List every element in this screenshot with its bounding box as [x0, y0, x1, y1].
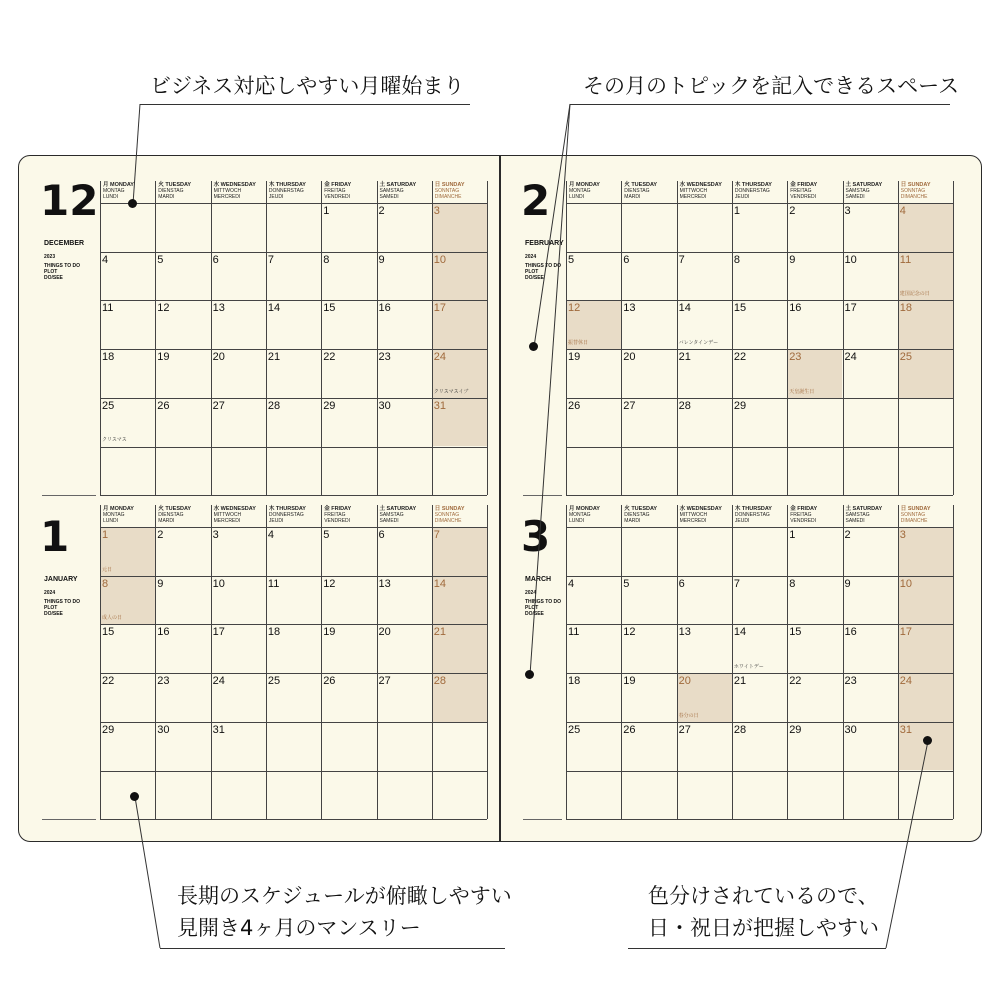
callout-color-coded-2: 日・祝日が把握しやすい — [648, 916, 879, 940]
weekday-header-saturday: 土 SATURDAY SAMSTAG SAMEDI — [845, 506, 883, 524]
day-number: 30 — [844, 723, 857, 736]
day-number: 17 — [844, 302, 857, 315]
day-number: 6 — [378, 529, 385, 541]
day-number: 25 — [568, 723, 581, 736]
day-note: ホワイトデー — [733, 664, 764, 671]
day-number: 20 — [378, 626, 391, 639]
day-number: 25 — [899, 351, 913, 364]
day-number: 17 — [212, 626, 225, 639]
weekday-header-monday: 月 MONDAY MONTAG LUNDI — [103, 182, 134, 200]
day-number: 25 — [267, 675, 281, 688]
day-number: 6 — [623, 253, 630, 266]
callout-overview-1: 長期のスケジュールが俯瞰しやすい — [177, 884, 512, 908]
day-number: 16 — [378, 302, 391, 315]
day-number: 28 — [433, 675, 447, 688]
callout-monday-start: ビジネス対応しやすい月曜始まり — [150, 74, 465, 98]
day-number: 13 — [678, 626, 691, 639]
day-number: 4 — [267, 529, 275, 541]
day-number: 11 — [568, 626, 580, 639]
weekday-header-tuesday: 火 TUESDAY DIENSTAG MARDI — [624, 506, 658, 524]
day-number: 8 — [789, 577, 796, 590]
side-label: THINGS TO DO — [44, 599, 81, 605]
month-name: JANUARY — [44, 576, 78, 583]
weekday-header-sunday: 日 SUNDAY SONNTAG DIMANCHE — [434, 506, 465, 524]
day-note: 天皇誕生日 — [789, 388, 815, 395]
day-number: 23 — [378, 351, 391, 364]
month-name: FEBRUARY — [525, 240, 564, 247]
day-number: 15 — [323, 302, 336, 315]
day-number: 15 — [102, 626, 115, 639]
day-number: 1 — [323, 205, 330, 217]
day-number: 10 — [212, 577, 225, 590]
day-number: 31 — [212, 723, 225, 736]
month-name: MARCH — [525, 576, 552, 583]
day-number: 9 — [378, 253, 385, 266]
weekday-header-friday: 金 FRIDAY FREITAG VENDREDI — [324, 182, 352, 200]
day-number: 23 — [157, 675, 170, 688]
side-label: PLOT — [44, 269, 58, 275]
day-number: 29 — [102, 723, 115, 736]
day-number: 4 — [899, 205, 906, 217]
weekday-header-wednesday: 水 WEDNESDAY MITTWOCH MERCREDI — [679, 506, 722, 524]
day-number: 21 — [733, 675, 747, 688]
day-number: 21 — [678, 351, 691, 364]
day-number: 5 — [623, 577, 630, 590]
side-label: THINGS TO DO — [525, 263, 562, 269]
weekday-header-tuesday: 火 TUESDAY DIENSTAG MARDI — [158, 182, 192, 200]
day-note: 元日 — [102, 566, 113, 573]
day-number: 10 — [844, 253, 857, 266]
day-number: 25 — [102, 399, 115, 412]
day-number: 7 — [433, 529, 440, 541]
day-number: 3 — [212, 529, 219, 541]
weekday-header-friday: 金 FRIDAY FREITAG VENDREDI — [790, 506, 818, 524]
weekday-header-sunday: 日 SUNDAY SONNTAG DIMANCHE — [900, 506, 931, 524]
callout-dot — [525, 670, 534, 679]
day-number: 2 — [844, 529, 851, 541]
month-name: DECEMBER — [44, 240, 85, 247]
day-number: 24 — [212, 675, 225, 688]
side-label: THINGS TO DO — [44, 263, 81, 269]
day-number: 1 — [789, 529, 796, 541]
callout-dot — [529, 342, 538, 351]
side-label: PLOT — [525, 269, 539, 275]
day-number: 27 — [212, 399, 225, 412]
weekday-header-thursday: 木 THURSDAY DONNERSTAG JEUDI — [268, 506, 306, 524]
callout-overview-2: 見開き4ヶ月のマンスリー — [177, 916, 421, 940]
side-label: DO/SEE — [525, 275, 544, 281]
day-number: 23 — [844, 675, 857, 688]
day-number: 24 — [433, 351, 447, 364]
day-number: 13 — [212, 302, 225, 315]
side-label: PLOT — [525, 605, 539, 611]
day-number: 2 — [157, 529, 164, 541]
day-number: 31 — [899, 723, 913, 736]
day-number: 6 — [678, 577, 685, 590]
month-number: 2 — [521, 176, 551, 225]
day-number: 7 — [678, 253, 685, 266]
day-number: 12 — [323, 577, 336, 590]
day-number: 13 — [378, 577, 391, 590]
day-number: 13 — [623, 302, 636, 315]
day-number: 22 — [733, 351, 747, 364]
day-number: 23 — [789, 351, 802, 364]
day-number: 27 — [678, 723, 691, 736]
weekday-header-tuesday: 火 TUESDAY DIENSTAG MARDI — [158, 506, 192, 524]
side-label: PLOT — [44, 605, 58, 611]
day-number: 30 — [157, 723, 170, 736]
day-number: 29 — [733, 399, 747, 412]
day-number: 28 — [733, 723, 747, 736]
day-number: 11 — [899, 253, 912, 266]
day-number: 15 — [789, 626, 802, 639]
day-number: 16 — [789, 302, 802, 315]
day-number: 27 — [623, 399, 636, 412]
day-number: 26 — [323, 675, 336, 688]
weekday-header-sunday: 日 SUNDAY SONNTAG DIMANCHE — [900, 182, 931, 200]
day-number: 7 — [733, 577, 741, 590]
weekday-header-saturday: 土 SATURDAY SAMSTAG SAMEDI — [845, 182, 883, 200]
day-number: 29 — [323, 399, 336, 412]
day-number: 2 — [789, 205, 796, 217]
day-number: 5 — [323, 529, 330, 541]
day-number: 18 — [899, 302, 913, 315]
weekday-header-wednesday: 水 WEDNESDAY MITTWOCH MERCREDI — [679, 182, 722, 200]
day-number: 4 — [568, 577, 575, 590]
day-number: 10 — [899, 577, 913, 590]
day-number: 14 — [733, 626, 747, 639]
day-number: 18 — [267, 626, 281, 639]
day-number: 3 — [899, 529, 906, 541]
day-number: 19 — [323, 626, 336, 639]
day-number: 30 — [378, 399, 391, 412]
day-number: 11 — [102, 302, 114, 315]
weekday-header-thursday: 木 THURSDAY DONNERSTAG JEUDI — [268, 182, 306, 200]
day-number: 10 — [433, 253, 447, 266]
day-number: 2 — [378, 205, 385, 217]
day-number: 1 — [733, 205, 741, 217]
day-number: 12 — [157, 302, 170, 315]
day-number: 27 — [378, 675, 391, 688]
callout-dot — [128, 199, 137, 208]
day-number: 22 — [789, 675, 802, 688]
day-number: 28 — [267, 399, 281, 412]
day-number: 24 — [899, 675, 913, 688]
day-number: 29 — [789, 723, 802, 736]
weekday-header-saturday: 土 SATURDAY SAMSTAG SAMEDI — [379, 182, 417, 200]
callout-dot — [130, 792, 139, 801]
weekday-header-wednesday: 水 WEDNESDAY MITTWOCH MERCREDI — [213, 182, 256, 200]
day-number: 26 — [568, 399, 581, 412]
day-note: 建国記念の日 — [899, 291, 930, 298]
month-year: 2024 — [525, 590, 537, 596]
day-number: 1 — [102, 529, 109, 541]
day-note: 成人の日 — [102, 615, 123, 622]
month-year: 2024 — [525, 254, 537, 260]
day-number: 9 — [157, 577, 164, 590]
day-number: 18 — [102, 351, 115, 364]
day-number: 18 — [568, 675, 581, 688]
day-note: バレンタインデー — [678, 340, 719, 347]
day-number: 8 — [323, 253, 330, 266]
weekday-header-monday: 月 MONDAY MONTAG LUNDI — [569, 182, 600, 200]
day-number: 5 — [568, 253, 575, 266]
day-number: 28 — [678, 399, 691, 412]
day-number: 19 — [157, 351, 170, 364]
day-note: クリスマスイブ — [433, 388, 469, 395]
day-number: 21 — [433, 626, 447, 639]
day-number: 20 — [623, 351, 636, 364]
day-number: 20 — [212, 351, 225, 364]
day-note: 春分の日 — [678, 712, 699, 719]
weekday-header-friday: 金 FRIDAY FREITAG VENDREDI — [324, 506, 352, 524]
day-number: 24 — [844, 351, 857, 364]
day-number: 14 — [433, 577, 447, 590]
day-number: 8 — [733, 253, 741, 266]
day-number: 31 — [433, 399, 447, 412]
day-number: 17 — [899, 626, 913, 639]
day-number: 20 — [678, 675, 691, 688]
weekday-header-wednesday: 水 WEDNESDAY MITTWOCH MERCREDI — [213, 506, 256, 524]
day-number: 12 — [568, 302, 581, 315]
day-number: 17 — [433, 302, 447, 315]
month-number: 1 — [40, 512, 70, 561]
day-number: 7 — [267, 253, 275, 266]
month-number: 3 — [521, 512, 551, 561]
day-note: 振替休日 — [568, 340, 589, 347]
day-number: 26 — [157, 399, 170, 412]
day-number: 8 — [102, 577, 109, 590]
side-label: DO/SEE — [525, 611, 544, 617]
weekday-header-thursday: 木 THURSDAY DONNERSTAG JEUDI — [734, 506, 772, 524]
day-number: 22 — [102, 675, 115, 688]
day-number: 22 — [323, 351, 336, 364]
weekday-header-thursday: 木 THURSDAY DONNERSTAG JEUDI — [734, 182, 772, 200]
day-number: 26 — [623, 723, 636, 736]
day-number: 21 — [267, 351, 281, 364]
day-number: 19 — [623, 675, 636, 688]
weekday-header-monday: 月 MONDAY MONTAG LUNDI — [569, 506, 600, 524]
day-number: 19 — [568, 351, 581, 364]
month-year: 2023 — [44, 254, 56, 260]
callout-dot — [923, 736, 932, 745]
day-number: 16 — [844, 626, 857, 639]
month-number: 12 — [40, 176, 99, 225]
day-number: 12 — [623, 626, 636, 639]
weekday-header-friday: 金 FRIDAY FREITAG VENDREDI — [790, 182, 818, 200]
day-note: クリスマス — [102, 437, 127, 444]
weekday-header-sunday: 日 SUNDAY SONNTAG DIMANCHE — [434, 182, 465, 200]
month-year: 2024 — [44, 590, 56, 596]
day-number: 3 — [433, 205, 440, 217]
day-number: 15 — [733, 302, 747, 315]
day-number: 16 — [157, 626, 170, 639]
day-number: 6 — [212, 253, 219, 266]
callout-color-coded-1: 色分けされているので、 — [648, 884, 879, 908]
side-label: DO/SEE — [44, 275, 63, 281]
day-number: 9 — [789, 253, 796, 266]
side-label: THINGS TO DO — [525, 599, 562, 605]
day-number: 9 — [844, 577, 851, 590]
day-number: 3 — [844, 205, 851, 217]
day-number: 5 — [157, 253, 164, 266]
day-number: 14 — [267, 302, 281, 315]
weekday-header-saturday: 土 SATURDAY SAMSTAG SAMEDI — [379, 506, 417, 524]
callout-topic-space: その月のトピックを記入できるスペース — [583, 74, 960, 98]
day-number: 14 — [678, 302, 691, 315]
weekday-header-tuesday: 火 TUESDAY DIENSTAG MARDI — [624, 182, 658, 200]
day-number: 4 — [102, 253, 109, 266]
side-label: DO/SEE — [44, 611, 63, 617]
weekday-header-monday: 月 MONDAY MONTAG LUNDI — [103, 506, 134, 524]
day-number: 11 — [267, 577, 280, 590]
